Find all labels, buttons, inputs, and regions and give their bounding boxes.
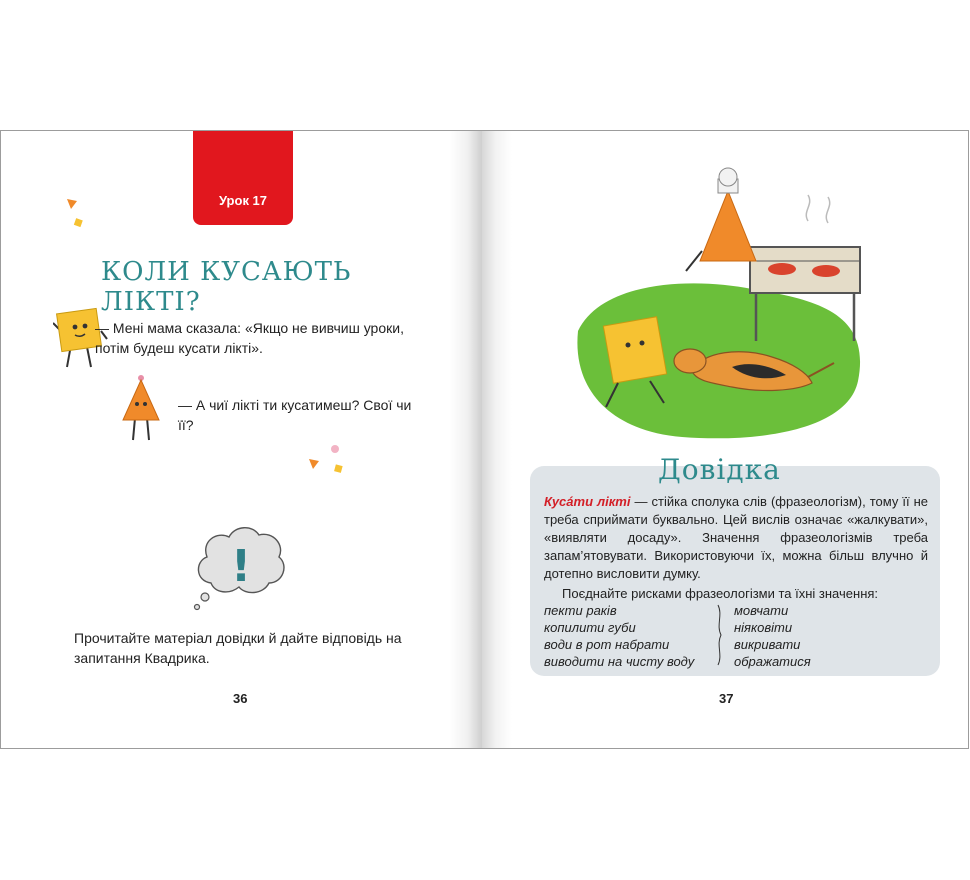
lesson-label: Урок 17 [218,193,268,208]
phrase-item: копилити губи [544,620,636,635]
phraseologism-term: Кусáти лікті [544,494,631,509]
column-divider [715,603,725,667]
phrase-item: пекти раків [544,603,617,618]
barbecue-illustration [572,161,872,441]
meanings-column [734,602,811,670]
gutter-shadow [482,131,512,748]
left-page [0,130,483,749]
confetti-decoration [307,443,347,488]
reference-text [544,493,928,583]
cloud-symbol: ! [230,541,252,592]
phrases-column [544,602,694,670]
meaning-item: мовчати [734,603,789,618]
dialogue-line-2: — А чиї лікті ти кусатимеш? Свої чи її? [178,397,412,433]
thought-cloud-icon [191,521,291,618]
triangle-character-icon [686,168,756,271]
confetti-decoration [65,197,89,236]
definition-text: — стійка сполука слів (фразеологізм), тому її не треба сприймати буквально. Цей вислів означає «жалкувати», «виявляти досаду». Значення фразеологізмів треба запам’ятовувати. Використовуючи їх, можна більш влучно й дотепно висловити думку. [544,494,928,581]
meaning-item: ніяковіти [734,620,793,635]
page-number-right: 37 [719,691,734,706]
page-title: КОЛИ КУСАЮТЬ ЛІКТІ? [101,257,352,317]
matching-task: Поєднайте рисками фразеологізми та їхні значення: [562,586,879,601]
meaning-item: ображатися [734,654,811,669]
phrase-item: виводити на чисту воду [544,654,695,669]
right-page [482,130,969,749]
phrase-item: води в рот набрати [544,637,670,652]
meaning-item: викривати [734,637,801,652]
lesson-tab [193,131,293,225]
instruction-text: Прочитайте матеріал довідки й дайте відповідь на запитання Квадрика. [74,630,402,666]
reference-title: Довідка [658,453,781,486]
dialogue-line-1: — Мені мама сказала: «Якщо не вивчиш уроки, потім будеш кусати лікті». [95,320,404,356]
triangle-character-icon [119,374,163,449]
book-spread [0,130,970,749]
page-number-left: 36 [233,691,248,706]
